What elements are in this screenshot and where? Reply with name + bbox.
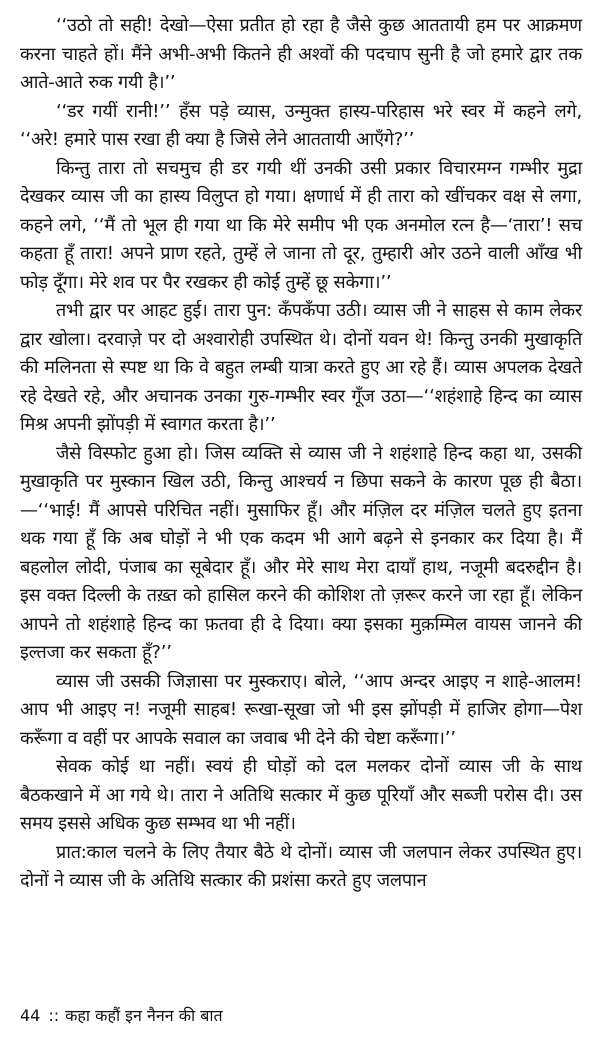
paragraph-3: किन्तु तारा तो सचमुच ही डर गयी थीं उनकी उसी प्रकार विचारमग्न गम्भीर मुद्रा देखकर व्यास जी का हास्य विलुप्त हो गया। क्षणार्ध में ही तारा को खींचकर वक्ष से लगा, कहने लगे, ‘‘मैं तो भूल ही गया था कि मेरे समीप भी एक अनमोल रत्न है—‘तारा’! सच कहता हूँ तारा! अपने प्राण रहते, तुम्हें ले जाना तो दूर, तुम्हारी ओर उठने वाली आँख भी फोड़ दूँगा। मेरे शव पर पैर रखकर ही कोई तुम्हें छू सकेगा।’’ bbox=[20, 157, 582, 293]
paragraph-5: जैसे विस्फोट हुआ हो। जिस व्यक्ति से व्यास जी ने शहंशाहे हिन्द कहा था, उसकी मुखाकृति पर मुस्कान खिल उठी, किन्तु आश्चर्य न छिपा सकने के कारण पूछ ही बैठा।—‘‘भाई! मैं आपसे परिचित नहीं। मुसाफिर हूँ। और मंज़िल दर मंज़िल चलते हुए इतना थक गया हूँ कि अब घोड़ों ने भी एक कदम भी आगे बढ़ने से इनकार कर दिया है। मैं बहलोल लोदी, पंजाब का सूबेदार हूँ। और मेरे साथ मेरा दायाँ हाथ, नजूमी बदरुद्दीन है। इस वक्त दिल्ली के तख़्त को हासिल करने की कोशिश तो ज़रूर करने जा रहा हूँ। लेकिन आपने तो शहंशाहे हिन्द का फ़तवा ही दे दिया। क्या इसका मुक़म्मिल वायस जानने की इल्तजा कर सकता हूँ?’’ bbox=[20, 442, 582, 663]
paragraph-6: व्यास जी उसकी जिज्ञासा पर मुस्कराए। बोले, ‘‘आप अन्दर आइए न शाहे-आलम! आप भी आइए न! नजूमी साहब! रूखा-सूखा जो भी इस झोंपड़ी में हाजिर होगा—पेश करूँगा व वहीं पर आपके सवाल का जवाब भी देने की चेष्टा करूँगा।’’ bbox=[20, 670, 582, 749]
paragraph-2: ‘‘डर गयीं रानी!’’ हँस पड़े व्यास, उन्मुक्त हास्य-परिहास भरे स्वर में कहने लगे, ‘‘अरे! हमारे पास रखा ही क्या है जिसे लेने आततायी आएँगे?’’ bbox=[20, 100, 582, 150]
page-body bbox=[20, 12, 582, 896]
page-footer bbox=[20, 1004, 223, 1028]
paragraph-8: प्रात:काल चलने के लिए तैयार बैठे थे दोनों। व्यास जी जलपान लेकर उपस्थित हुए। दोनों ने व्यास जी के अतिथि सत्कार की प्रशंसा करते हुए जलपान bbox=[20, 841, 582, 891]
paragraph-7: सेवक कोई था नहीं। स्वयं ही घोड़ों को दल मलकर दोनों व्यास जी के साथ बैठकखाने में आ गये थे। तारा ने अतिथि सत्कार में कुछ पूरियाँ और सब्जी परोस दी। उस समय इससे अधिक कुछ सम्भव था भी नहीं। bbox=[20, 756, 582, 834]
footer-separator: :: bbox=[48, 1006, 60, 1025]
paragraph-1: ‘‘उठो तो सही! देखो—ऐसा प्रतीत हो रहा है जैसे कुछ आततायी हम पर आक्रमण करना चाहते हों। मैंने अभी-अभी कितने ही अश्वों की पदचाप सुनी है जो हमारे द्वार तक आते-आते रुक गयी है।’’ bbox=[20, 15, 582, 93]
book-title: कहा कहौं इन नैनन की बात bbox=[65, 1006, 223, 1025]
paragraph-4: तभी द्वार पर आहट हुई। तारा पुन: कँपकँपा उठी। व्यास जी ने साहस से काम लेकर द्वार खोला। दरवाज़े पर दो अश्वारोही उपस्थित थे। दोनों यवन थे! किन्तु उनकी मुखाकृति की मलिनता से स्पष्ट था कि वे बहुत लम्बी यात्रा करते हुए आ रहे हैं। व्यास अपलक देखते रहे देखते रहे, और अचानक उनका गुरु-गम्भीर स्वर गूँज उठा—‘‘शहंशाहे हिन्द का व्यास मिश्र अपनी झोंपड़ी में स्वागत करता है।’’ bbox=[20, 300, 582, 435]
page-number: 44 bbox=[20, 1006, 41, 1025]
